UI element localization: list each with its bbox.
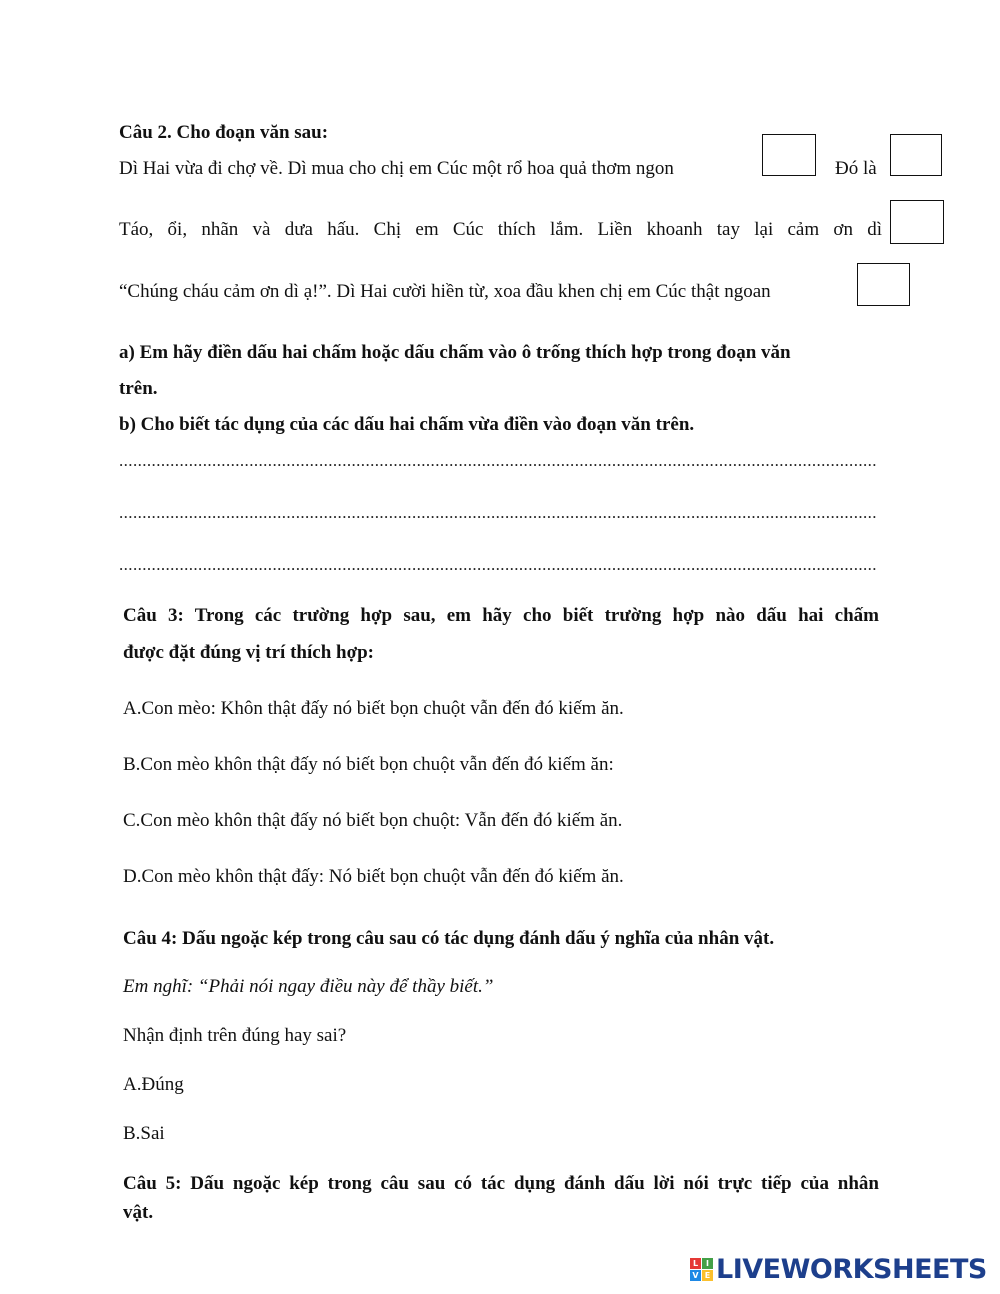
q2-part-a-line2: trên. (119, 378, 158, 399)
q3-title-line2: được đặt đúng vị trí thích hợp: (123, 642, 374, 663)
q5-title-line2: vật. (123, 1202, 154, 1223)
answer-line-3[interactable]: ................................................................................................................................................................... (119, 555, 877, 574)
q2-blank-1[interactable] (762, 134, 816, 176)
q4-prompt: Nhận định trên đúng hay sai? (123, 1025, 347, 1046)
q3-title-line1: Câu 3: Trong các trường hợp sau, em hãy cho biết trường hợp nào dấu hai chấm (123, 605, 879, 626)
answer-line-2[interactable]: ................................................................................................................................................................... (119, 503, 877, 522)
logo-mark-l: L (690, 1258, 701, 1269)
q3-option-c[interactable]: C.Con mèo khôn thật đấy nó biết bọn chuột: Vẫn đến đó kiếm ăn. (123, 810, 623, 831)
q2-blank-4[interactable] (857, 263, 910, 306)
q2-line1-tail: Đó là (835, 158, 877, 179)
q3-option-a[interactable]: A.Con mèo: Khôn thật đấy nó biết bọn chuột vẫn đến đó kiếm ăn. (123, 698, 624, 719)
q2-line3: “Chúng cháu cảm ơn dì ạ!”. Dì Hai cười hiền từ, xoa đầu khen chị em Cúc thật ngoan (119, 281, 771, 302)
q4-option-a[interactable]: A.Đúng (123, 1074, 184, 1095)
q2-blank-2[interactable] (890, 134, 942, 176)
q2-part-a-line1: a) Em hãy điền dấu hai chấm hoặc dấu chấm vào ô trống thích hợp trong đoạn văn (119, 342, 791, 363)
q4-quote: Em nghĩ: “Phải nói ngay điều này để thầy biết.” (123, 976, 494, 997)
q2-line1: Dì Hai vừa đi chợ về. Dì mua cho chị em Cúc một rổ hoa quả thơm ngon (119, 158, 674, 179)
q3-option-d[interactable]: D.Con mèo khôn thật đấy: Nó biết bọn chuột vẫn đến đó kiếm ăn. (123, 866, 624, 887)
logo-mark-i: I (702, 1258, 713, 1269)
q4-title: Câu 4: Dấu ngoặc kép trong câu sau có tác dụng đánh dấu ý nghĩa của nhân vật. (123, 928, 775, 949)
logo-mark-v: V (690, 1270, 701, 1281)
q2-line2: Táo, ổi, nhãn và dưa hấu. Chị em Cúc thích lắm. Liền khoanh tay lại cảm ơn dì (119, 219, 882, 240)
q2-title: Câu 2. Cho đoạn văn sau: (119, 122, 329, 143)
q2-part-b: b) Cho biết tác dụng của các dấu hai chấm vừa điền vào đoạn văn trên. (119, 414, 695, 435)
logo-mark-e: E (702, 1270, 713, 1281)
q2-blank-3[interactable] (890, 200, 944, 244)
q5-title-line1: Câu 5: Dấu ngoặc kép trong câu sau có tác dụng đánh dấu lời nói trực tiếp của nhân (123, 1173, 879, 1194)
q3-option-b[interactable]: B.Con mèo khôn thật đấy nó biết bọn chuột vẫn đến đó kiếm ăn: (123, 754, 614, 775)
logo-mark-icon (690, 1258, 713, 1281)
answer-line-1[interactable]: ................................................................................................................................................................... (119, 451, 877, 470)
logo-text: LIVEWORKSHEETS (716, 1253, 987, 1285)
liveworksheets-logo (690, 1252, 987, 1286)
q4-option-b[interactable]: B.Sai (123, 1123, 165, 1144)
